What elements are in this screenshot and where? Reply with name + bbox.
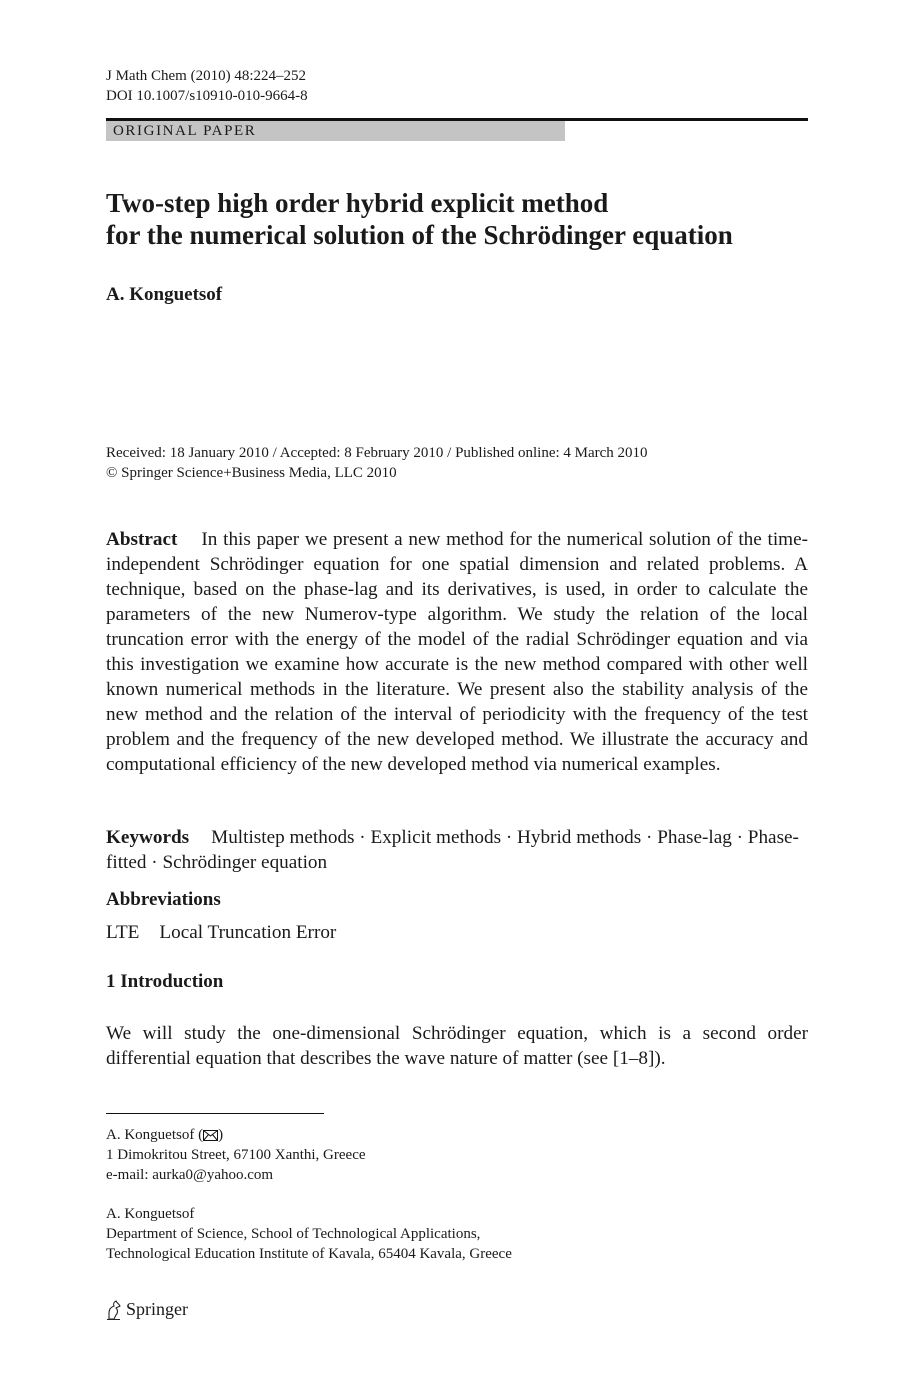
abstract-label: Abstract	[106, 529, 178, 550]
affiliation-2-department: Department of Science, School of Technological Applications,	[106, 1226, 481, 1242]
journal-reference: J Math Chem (2010) 48:224–252	[106, 68, 306, 84]
doi: DOI 10.1007/s10910-010-9664-8	[106, 88, 308, 104]
title-line-1: Two-step high order hybrid explicit method	[106, 188, 609, 218]
keywords-label: Keywords	[106, 827, 190, 848]
abstract	[106, 527, 808, 777]
abbreviation-term: LTE	[106, 922, 140, 943]
abstract-text: In this paper we present a new method for the numerical solution of the time-independent Schrödinger equation for one spatial dimension and related problems. A technique, based on the phase-lag and its derivatives, is used, in order to calculate the parameters of the new Numerov-type algorithm. We study the relation of the local truncation error with the energy of the model of the radial Schrödinger equation and via this investigation we examine how accurate is the new method compared with other well known numerical methods in the literature. We present also the stability analysis of the new method and the relation of the interval of periodicity with the frequency of the test problem and the frequency of the new developed method. We illustrate the accuracy and computational efficiency of the new developed method via numerical examples.	[106, 529, 808, 775]
springer-horse-icon	[106, 1300, 122, 1320]
keywords-text: Multistep methods · Explicit methods · Hybrid methods · Phase-lag · Phase-fitted · Schrödinger equation	[106, 827, 799, 873]
affiliation-2-institution: Technological Education Institute of Kavala, 65404 Kavala, Greece	[106, 1246, 512, 1262]
abbreviation-definition: Local Truncation Error	[159, 922, 337, 943]
paper-type-label: ORIGINAL PAPER	[113, 123, 257, 139]
introduction-text: We will study the one-dimensional Schrödinger equation, which is a second order differential equation that describes the wave nature of matter (see [1–8]).	[106, 1023, 808, 1069]
publication-history: Received: 18 January 2010 / Accepted: 8 February 2010 / Published online: 4 March 2010	[106, 445, 648, 461]
keywords	[106, 825, 808, 875]
publisher-name: Springer	[126, 1299, 188, 1319]
springer-logo	[106, 1299, 188, 1320]
title-line-2: for the numerical solution of the Schrödinger equation	[106, 220, 733, 250]
affiliation-1-email[interactable]: e-mail: aurka0@yahoo.com	[106, 1167, 274, 1183]
affiliation-1-address: 1 Dimokritou Street, 67100 Xanthi, Greece	[106, 1147, 366, 1163]
paper-title	[106, 187, 866, 251]
footnote-rule	[106, 1113, 324, 1114]
affiliation-1-name: A. Konguetsof ( )	[106, 1127, 224, 1143]
copyright: © Springer Science+Business Media, LLC 2010	[106, 465, 397, 481]
affiliation-2-name: A. Konguetsof	[106, 1206, 195, 1222]
author-name: A. Konguetsof	[106, 284, 223, 305]
abbreviations-heading: Abbreviations	[106, 889, 221, 910]
section-heading-introduction: 1 Introduction	[106, 971, 224, 992]
envelope-icon	[203, 1130, 218, 1141]
abbreviation-entry	[106, 920, 808, 945]
